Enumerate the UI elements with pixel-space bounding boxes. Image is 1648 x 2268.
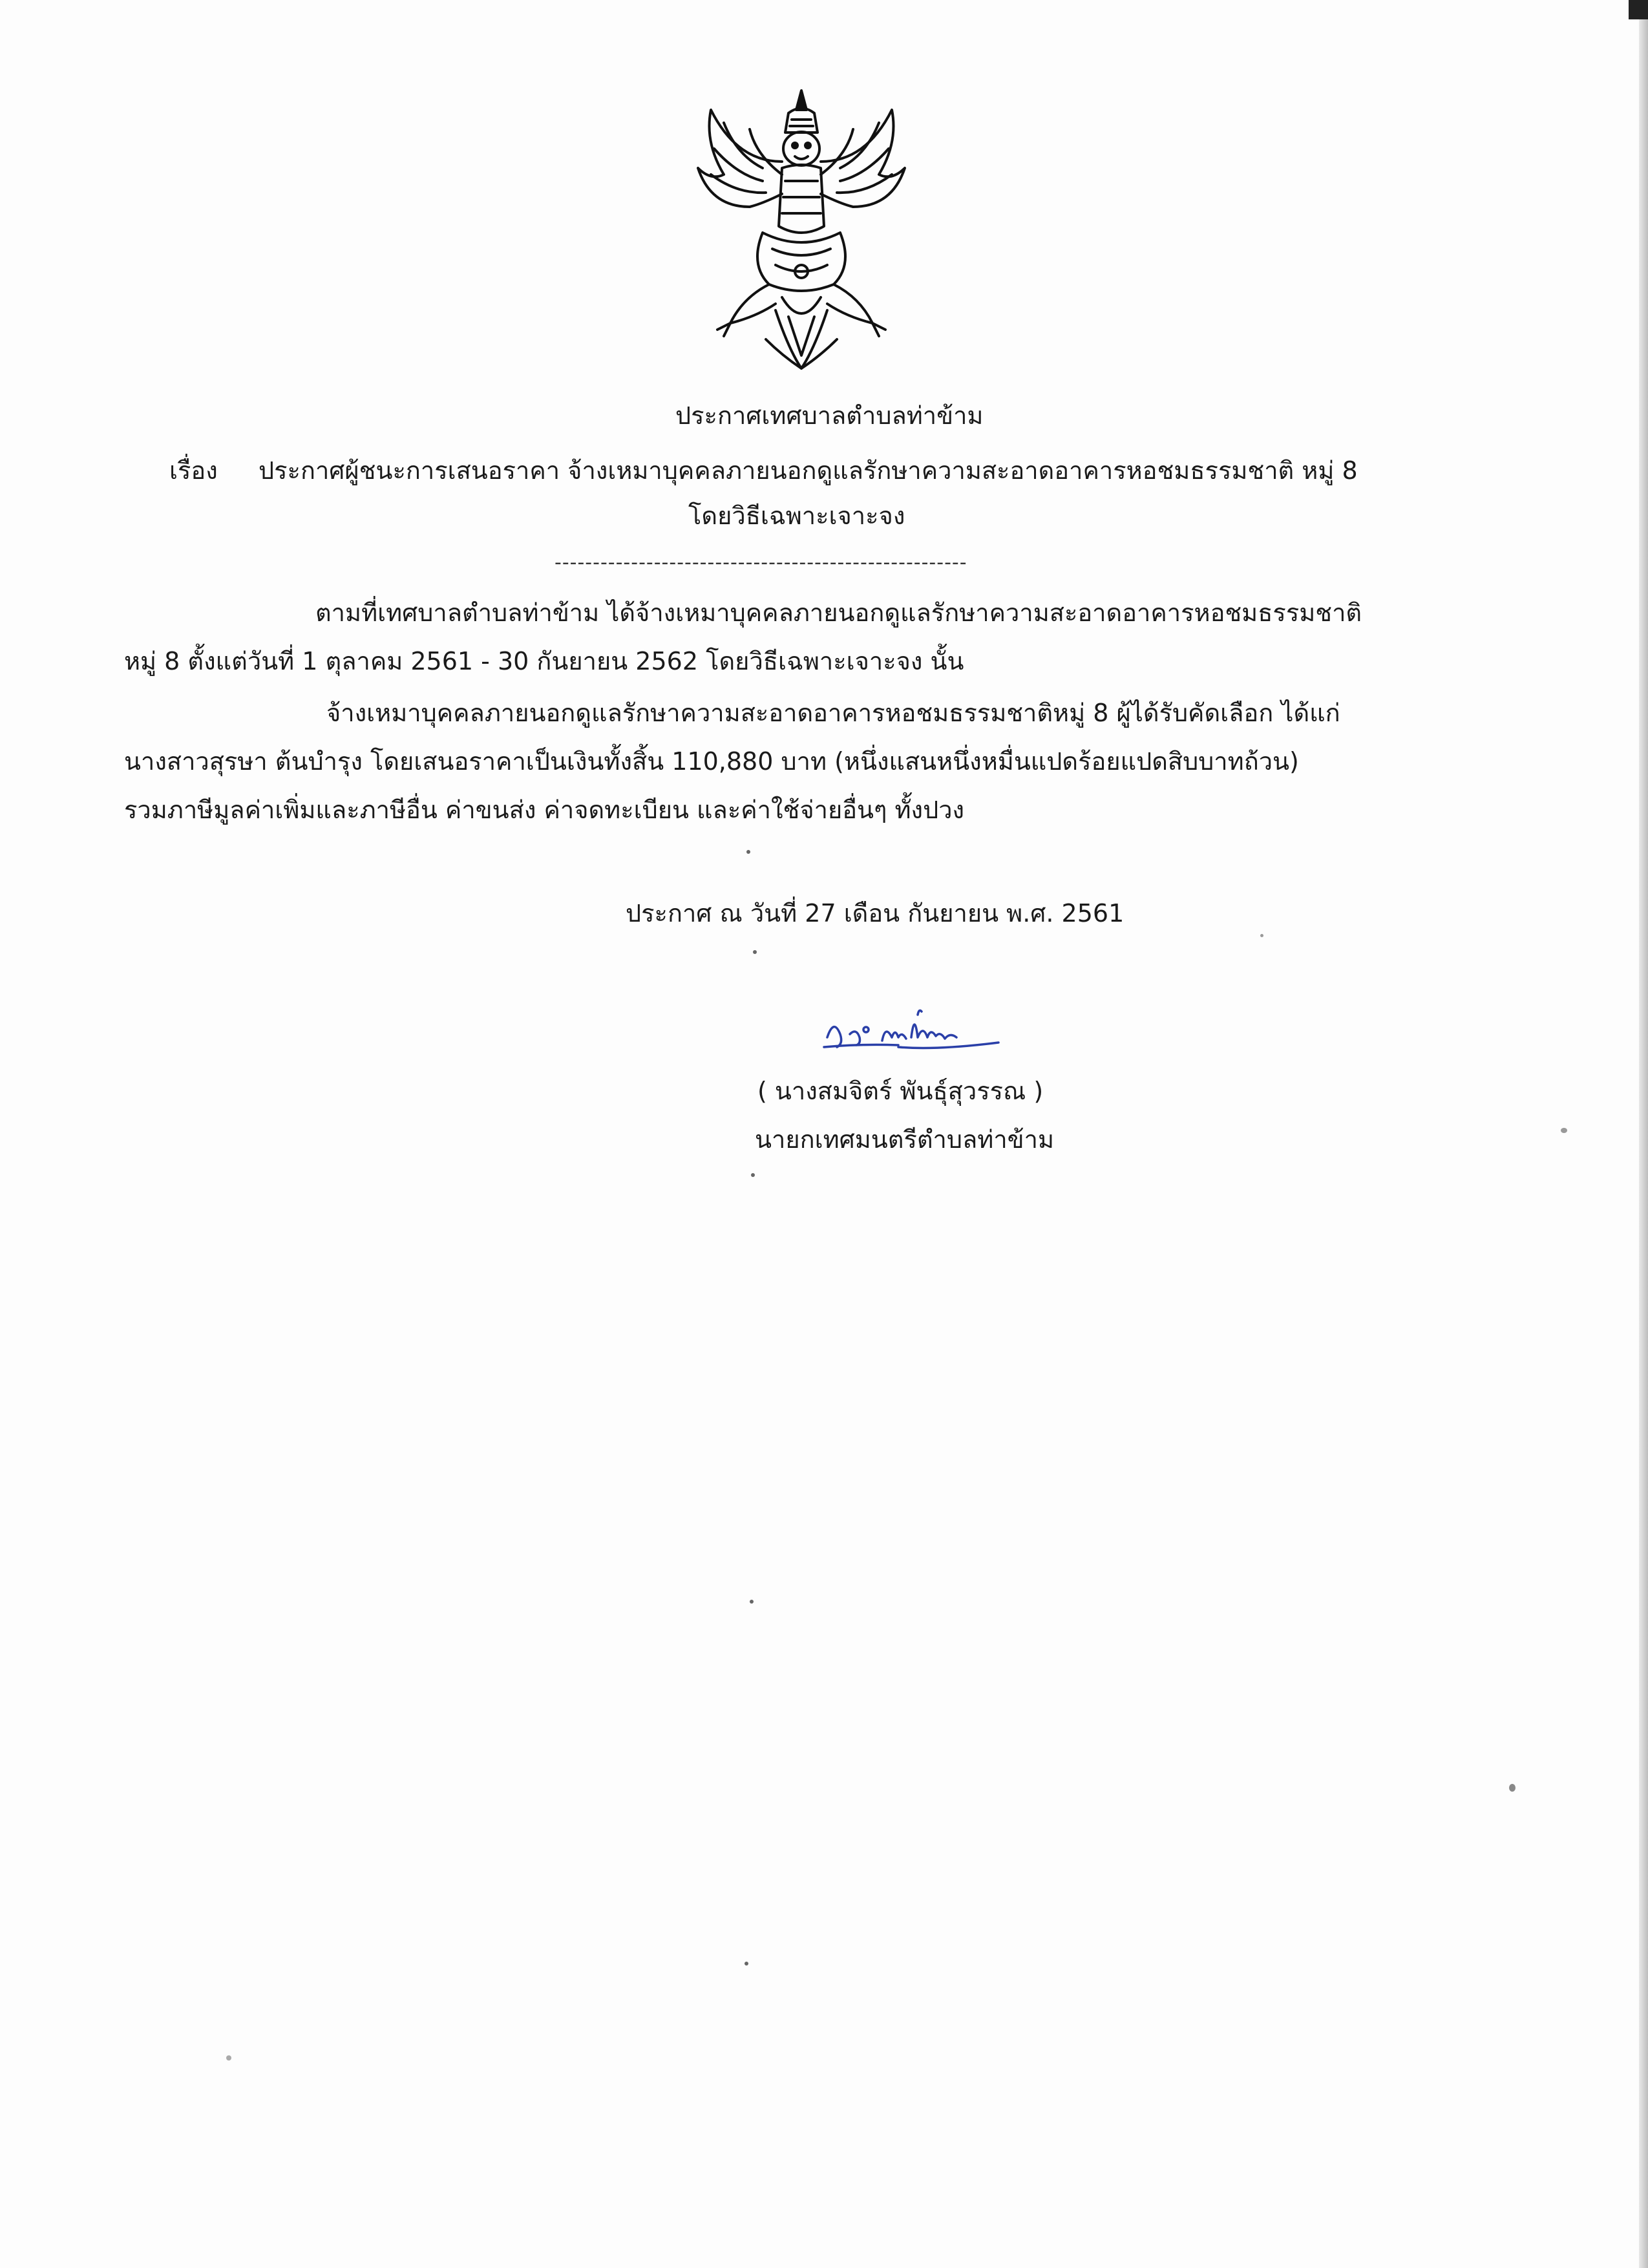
body-paragraph-2-line-3: รวมภาษีมูลค่าเพิ่มและภาษีอื่น ค่าขนส่ง ค่าจดทะเบียน และค่าใช้จ่ายอื่นๆ ทั้งปวง: [124, 796, 965, 824]
body-paragraph-2-line-1: จ้างเหมาบุคคลภายนอกดูแลรักษาความสะอาดอาคารหอชมธรรมชาติหมู่ 8 ผู้ได้รับคัดเลือก ได้แก่: [326, 699, 1340, 727]
scan-speck: [1260, 934, 1263, 937]
body-paragraph-2-line-2: นางสาวสุรษา ต้นบำรุง โดยเสนอราคาเป็นเงินทั้งสิ้น 110,880 บาท (หนึ่งแสนหนึ่งหมื่นแปดร้อยแปดสิบบาทถ้วน): [124, 747, 1299, 776]
body-paragraph-1-line-1: ตามที่เทศบาลตำบลท่าข้าม ได้จ้างเหมาบุคคลภายนอกดูแลรักษาความสะอาดอาคารหอชมธรรมชาติ: [315, 599, 1362, 627]
subject-text: ประกาศผู้ชนะการเสนอราคา จ้างเหมาบุคคลภายนอกดูแลรักษาความสะอาดอาคารหอชมธรรมชาติ หมู่ 8: [259, 456, 1358, 485]
scan-speck: [1509, 1784, 1516, 1792]
scan-speck: [750, 1600, 754, 1604]
subject-continuation: โดยวิธีเฉพาะเจาะจง: [688, 502, 905, 530]
divider-line: ------------------------------------------------------: [555, 551, 967, 574]
scan-speck: [1561, 1128, 1567, 1133]
scan-speck: [746, 850, 750, 854]
scan-speck: [745, 1962, 748, 1966]
scan-edge: [1639, 0, 1648, 2268]
handwritten-signature: [821, 999, 1008, 1073]
signatory-name: ( นางสมจิตร์ พันธุ์สุวรรณ ): [757, 1077, 1044, 1105]
subject-label: เรื่อง: [169, 456, 218, 485]
scan-corner: [1629, 0, 1648, 19]
garuda-emblem-icon: [685, 84, 918, 388]
page-title: ประกาศเทศบาลตำบลท่าข้าม: [675, 401, 984, 430]
body-paragraph-1-line-2: หมู่ 8 ตั้งแต่วันที่ 1 ตุลาคม 2561 - 30 กันยายน 2562 โดยวิธีเฉพาะเจาะจง นั้น: [124, 647, 964, 675]
announcement-date: ประกาศ ณ วันที่ 27 เดือน กันยายน พ.ศ. 2561: [626, 899, 1125, 927]
scan-speck: [751, 1173, 755, 1177]
scan-speck: [226, 2055, 231, 2061]
signatory-position: นายกเทศมนตรีตำบลท่าข้าม: [755, 1125, 1055, 1154]
scan-speck: [753, 950, 757, 954]
